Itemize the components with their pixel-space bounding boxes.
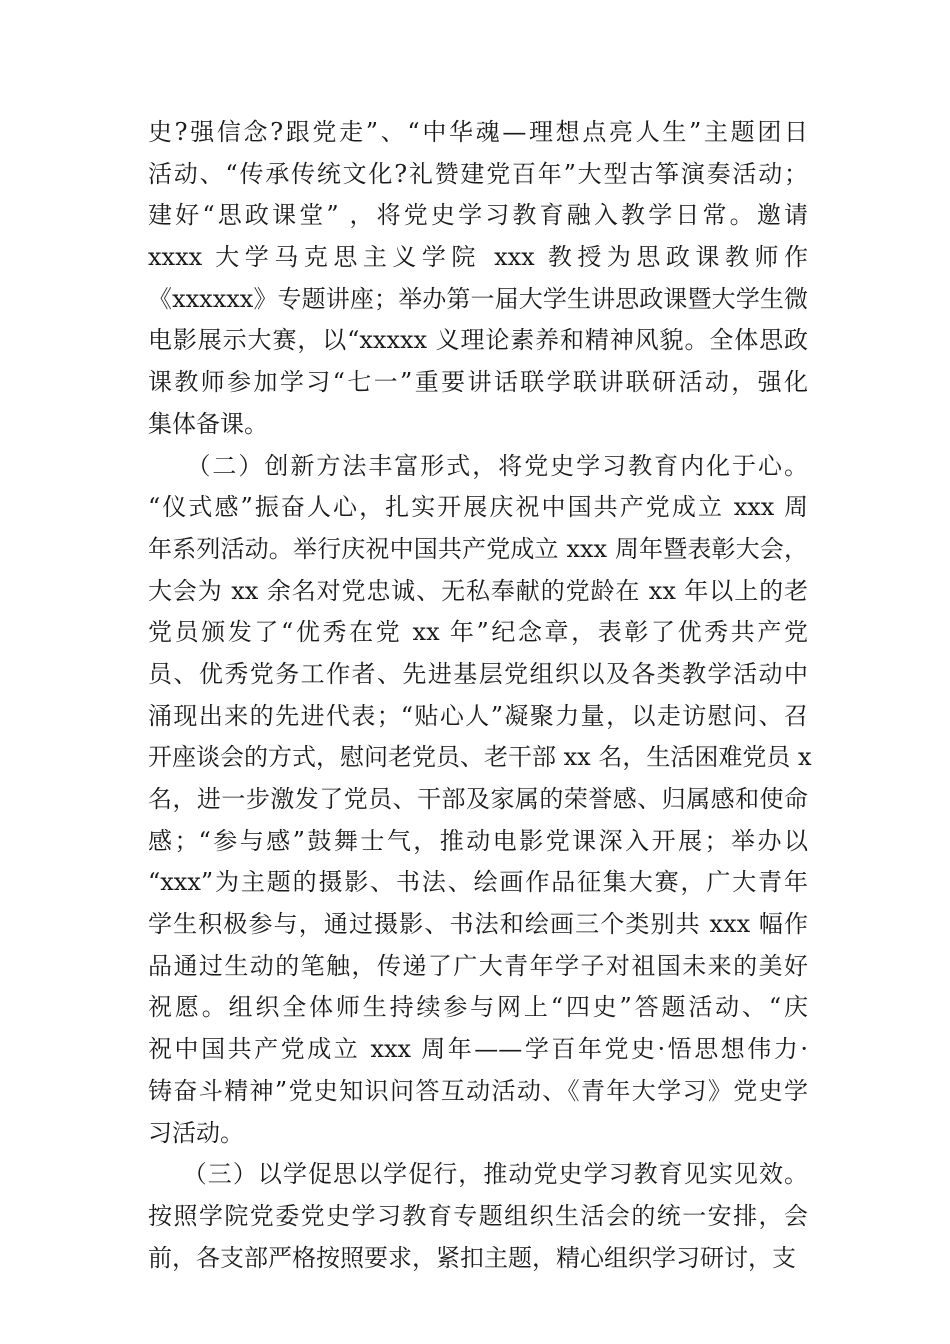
- text-line: 铸奋斗精神”党史知识问答互动活动、《青年大学习》党史学: [148, 1076, 808, 1105]
- text-line: 学生积极参与，通过摄影、书法和绘画三个类别共 xxx 幅作: [148, 910, 808, 939]
- text-line: 祝愿。组织全体师生持续参与网上“四史”答题活动、“庆: [148, 993, 808, 1022]
- text-line: 建好“思政课堂” ，将党史学习教育融入教学日常。邀请: [148, 201, 808, 230]
- text-line: 电影展示大赛，以“xxxxx 义理论素养和精神风貌。全体思政: [148, 326, 808, 355]
- text-line: 习活动。: [148, 1118, 244, 1147]
- text-line: “仪式感”振奋人心，扎实开展庆祝中国共产党成立 xxx 周: [148, 493, 808, 522]
- text-line: 史?强信念?跟党走”、“中华魂—理想点亮人生”主题团日: [148, 118, 808, 146]
- document-body: [148, 112, 812, 1279]
- text-line: 大会为 xx 余名对党忠诚、无私奉献的党龄在 xx 年以上的老: [148, 576, 808, 605]
- paragraph: [148, 1154, 808, 1279]
- text-line: 品通过生动的笔触，传递了广大青年学子对祖国未来的美好: [148, 951, 808, 980]
- text-line: xxxx 大学马克思主义学院 xxx 教授为思政课教师作: [148, 243, 808, 272]
- text-line: 集体备课。: [148, 409, 268, 438]
- text-line: （三）以学促思以学促行，推动党史学习教育见实见效。: [148, 1160, 808, 1189]
- text-line: 按照学院党委党史学习教育专题组织生活会的统一安排，会: [148, 1201, 808, 1230]
- text-line: 前，各支部严格按照要求，紧扣主题，精心组织学习研讨，支: [148, 1243, 796, 1272]
- paragraph: [148, 112, 808, 446]
- text-line: 员、优秀党务工作者、先进基层党组织以及各类教学活动中: [148, 659, 808, 688]
- text-line: 开座谈会的方式，慰问老党员、老干部 xx 名，生活困难党员 x: [148, 743, 812, 772]
- text-line: 祝中国共产党成立 xxx 周年——学百年党史·悟思想伟力·: [148, 1035, 808, 1064]
- text-line: 《xxxxxx》专题讲座；举办第一届大学生讲思政课暨大学生微: [148, 284, 808, 313]
- text-line: “xxx”为主题的摄影、书法、绘画作品征集大赛，广大青年: [148, 868, 808, 897]
- text-line: 年系列活动。举行庆祝中国共产党成立 xxx 周年暨表彰大会，: [148, 534, 808, 563]
- text-line: 名，进一步激发了党员、干部及家属的荣誉感、归属感和使命: [148, 785, 808, 813]
- paragraph: [148, 446, 812, 1155]
- text-line: 党员颁发了“优秀在党 xx 年”纪念章，表彰了优秀共产党: [148, 618, 808, 647]
- text-line: （二）创新方法丰富形式，将党史学习教育内化于心。: [148, 451, 808, 480]
- text-line: 活动、“传承传统文化?礼赞建党百年”大型古筝演奏活动；: [148, 159, 808, 188]
- text-line: 课教师参加学习“七一”重要讲话联学联讲联研活动，强化: [148, 368, 808, 397]
- text-line: 感；“参与感”鼓舞士气，推动电影党课深入开展；举办以: [148, 826, 808, 855]
- text-line: 涌现出来的先进代表；“贴心人”凝聚力量，以走访慰问、召: [148, 701, 808, 730]
